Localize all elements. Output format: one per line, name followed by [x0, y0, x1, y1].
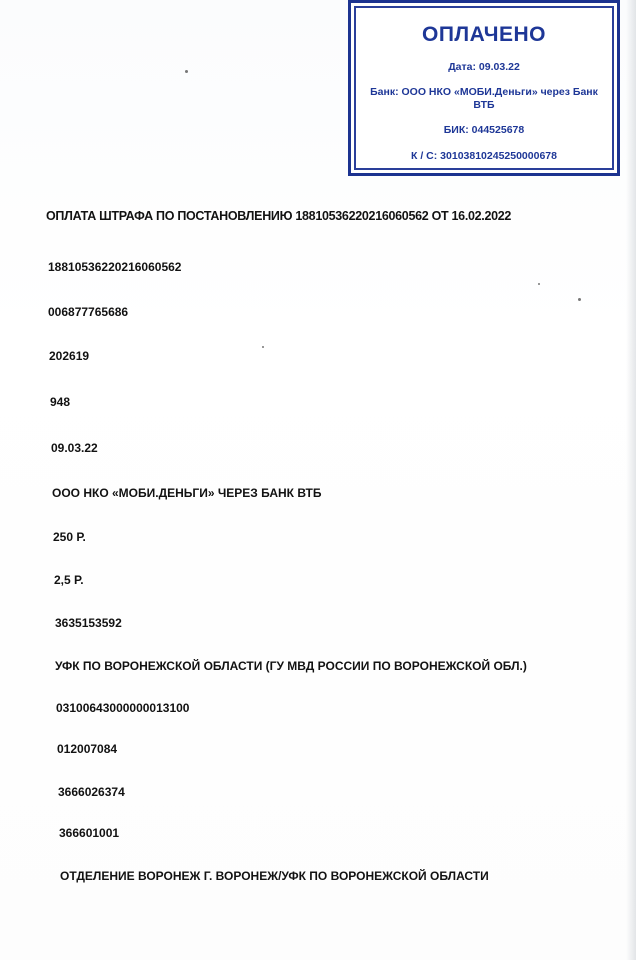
- treasury-account: 03100643000000013100: [56, 701, 190, 715]
- stamp-bank: Банк: ООО НКО «МОБИ.Деньги» через Банк ВТБ: [370, 86, 598, 111]
- document-title: ОПЛАТА ШТРАФА ПО ПОСТАНОВЛЕНИЮ 18810536220216060562 ОТ 16.02.2022: [46, 209, 512, 223]
- payment-amount: 250 Р.: [53, 530, 86, 544]
- recipient-bank: ОТДЕЛЕНИЕ ВОРОНЕЖ Г. ВОРОНЕЖ/УФК ПО ВОРОНЕЖСКОЙ ОБЛАСТИ: [60, 869, 489, 883]
- stamp-title: ОПЛАЧЕНО: [422, 23, 546, 46]
- paid-stamp: [348, 0, 620, 176]
- code-field: 202619: [49, 349, 90, 363]
- page-edge-shadow: [626, 0, 636, 960]
- speck: [262, 346, 264, 348]
- speck: [185, 70, 188, 73]
- payer-bank: ООО НКО «МОБИ.ДЕНЬГИ» ЧЕРЕЗ БАНК ВТБ: [52, 486, 322, 500]
- number-field: 948: [50, 395, 71, 409]
- resolution-number: 18810536220216060562: [48, 260, 182, 274]
- stamp-corr-account: К / С: 30103810245250000678: [411, 150, 557, 162]
- commission-amount: 2,5 Р.: [54, 573, 84, 587]
- stamp-date: Дата: 09.03.22: [448, 61, 520, 73]
- document-number-field: 006877765686: [48, 305, 129, 319]
- speck: [538, 283, 540, 285]
- payment-date: 09.03.22: [51, 441, 98, 455]
- recipient-inn-field: 3635153592: [55, 616, 122, 630]
- stamp-bik: БИК: 044525678: [443, 124, 525, 136]
- bik-field: 012007084: [57, 742, 118, 756]
- speck: [578, 298, 581, 301]
- kpp-field: 366601001: [59, 826, 120, 840]
- recipient-name: УФК ПО ВОРОНЕЖСКОЙ ОБЛАСТИ (ГУ МВД РОССИИ ПО ВОРОНЕЖСКОЙ ОБЛ.): [55, 659, 527, 673]
- inn-field: 3666026374: [58, 785, 125, 799]
